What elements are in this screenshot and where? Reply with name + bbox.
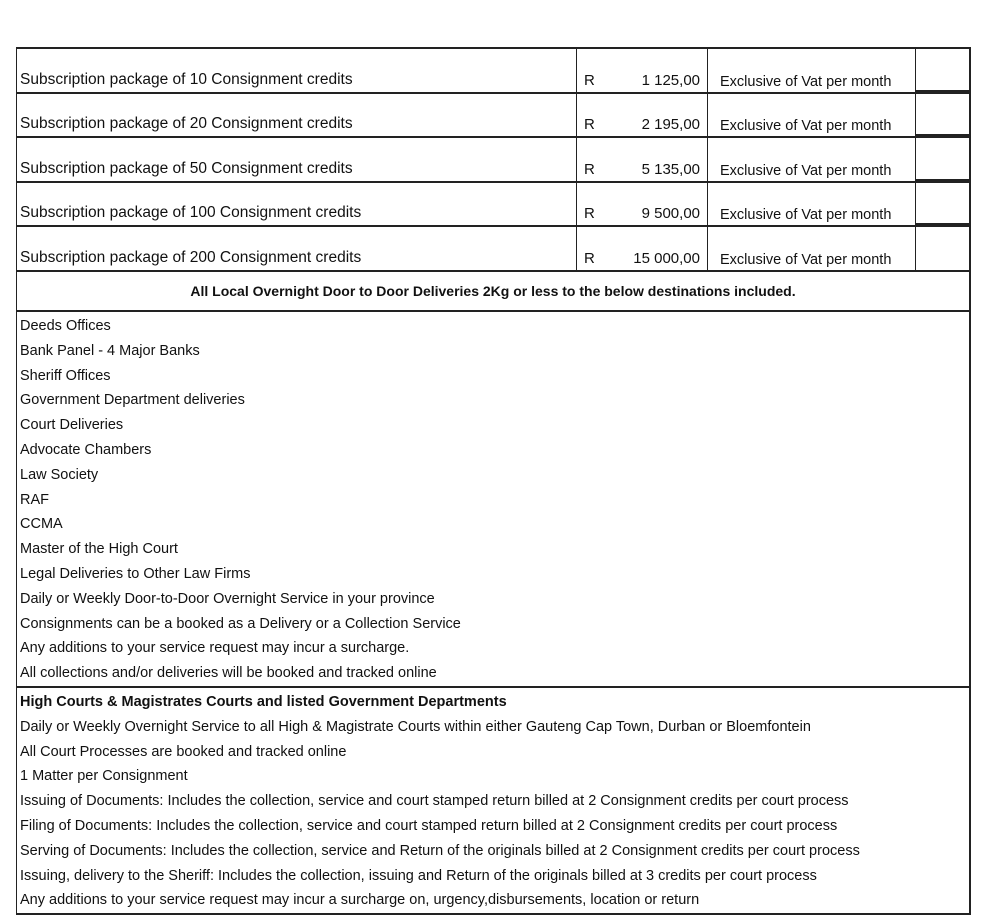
list-item: Master of the High Court: [20, 541, 178, 558]
package-currency: R: [584, 116, 595, 134]
package-select-cell[interactable]: [916, 49, 969, 92]
package-row: [16, 225, 971, 270]
package-amount: 2 195,00: [617, 94, 708, 137]
package-vat-note: Exclusive of Vat per month: [708, 183, 916, 226]
package-vat-note: Exclusive of Vat per month: [708, 138, 916, 181]
list-item: All Court Processes are booked and tracked online: [20, 743, 347, 760]
pricing-sheet: [16, 47, 971, 915]
list-item: Consignments can be a booked as a Delivery or a Collection Service: [20, 615, 461, 632]
package-row: [16, 136, 971, 181]
list-item: Legal Deliveries to Other Law Firms: [20, 565, 251, 582]
list-item: 1 Matter per Consignment: [20, 768, 188, 785]
list-item: Court Deliveries: [20, 417, 124, 434]
list-item: RAF: [20, 491, 49, 508]
package-description: Subscription package of 10 Consignment credits: [17, 49, 577, 92]
package-description: Subscription package of 100 Consignment credits: [17, 183, 577, 226]
section-heading: High Courts & Magistrates Courts and listed Government Departments: [20, 693, 507, 710]
package-amount: 15 000,00: [617, 227, 708, 270]
package-currency: R: [584, 249, 595, 267]
list-item: Filing of Documents: Includes the collection, service and court stamped return billed at 2 Consignment credits per court process: [20, 817, 838, 834]
package-currency: R: [584, 205, 595, 223]
package-currency: R: [584, 160, 595, 178]
list-item: Issuing of Documents: Includes the collection, service and court stamped return billed at 2 Consignment credits per court process: [20, 793, 849, 810]
package-description: Subscription package of 20 Consignment credits: [17, 94, 577, 137]
package-vat-note: Exclusive of Vat per month: [708, 227, 916, 270]
package-currency: R: [584, 71, 595, 89]
package-select-cell[interactable]: [916, 94, 969, 137]
list-item: Law Society: [20, 466, 99, 483]
list-item: Any additions to your service request may incur a surcharge.: [20, 640, 410, 657]
list-item: Bank Panel - 4 Major Banks: [20, 342, 200, 359]
destinations-list: [16, 312, 971, 688]
list-item: Any additions to your service request may incur a surcharge on, urgency,disbursements, location or return: [20, 892, 700, 909]
package-row: [16, 92, 971, 137]
package-description: Subscription package of 50 Consignment credits: [17, 138, 577, 181]
list-item: Daily or Weekly Overnight Service to all High & Magistrate Courts within either Gauteng Cap Town, Durban or Bloemfontein: [20, 718, 811, 735]
package-vat-note: Exclusive of Vat per month: [708, 94, 916, 137]
package-select-cell[interactable]: [916, 138, 969, 181]
list-item: Serving of Documents: Includes the collection, service and Return of the originals billed at 2 Consignment credits per court process: [20, 842, 860, 859]
package-amount: 1 125,00: [617, 49, 708, 92]
list-item: Sheriff Offices: [20, 367, 111, 384]
inclusion-banner: All Local Overnight Door to Door Deliveries 2Kg or less to the below destinations included.: [16, 270, 971, 312]
package-select-cell[interactable]: [916, 183, 969, 226]
list-item: Issuing, delivery to the Sheriff: Includes the collection, issuing and Return of the originals billed at 3 credits per court process: [20, 867, 817, 884]
package-select-cell[interactable]: [916, 227, 969, 270]
package-row: [16, 181, 971, 226]
list-item: Advocate Chambers: [20, 441, 152, 458]
package-row: [16, 47, 971, 92]
list-item: All collections and/or deliveries will be booked and tracked online: [20, 665, 437, 682]
list-item: Daily or Weekly Door-to-Door Overnight Service in your province: [20, 590, 435, 607]
package-description: Subscription package of 200 Consignment credits: [17, 227, 577, 270]
list-item: Deeds Offices: [20, 317, 111, 334]
package-amount: 9 500,00: [617, 183, 708, 226]
package-amount: 5 135,00: [617, 138, 708, 181]
list-item: Government Department deliveries: [20, 392, 245, 409]
package-vat-note: Exclusive of Vat per month: [708, 49, 916, 92]
courts-section: [16, 688, 971, 915]
list-item: CCMA: [20, 516, 63, 533]
